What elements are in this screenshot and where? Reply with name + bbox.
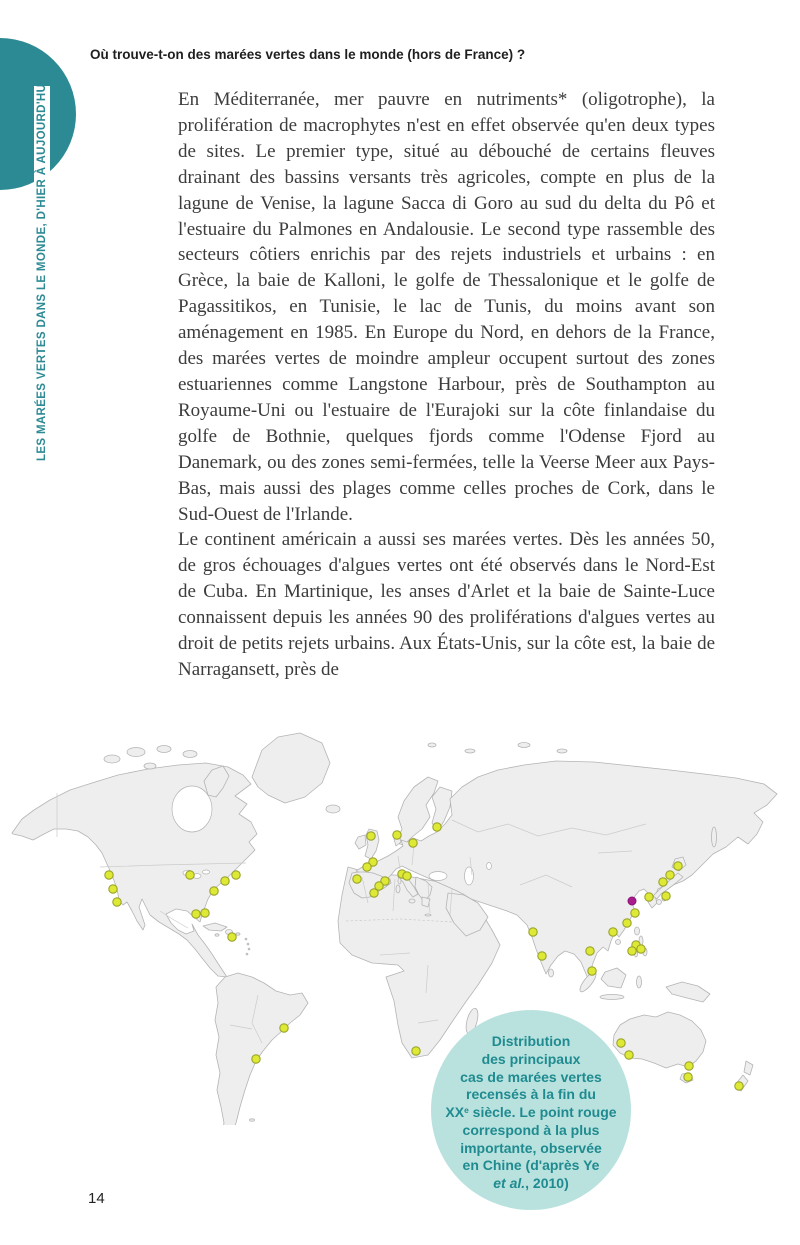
caption-line: correspond à la plus bbox=[462, 1121, 600, 1138]
island-sakhalin bbox=[712, 827, 717, 847]
paragraph-amerique: Le continent américain a aussi ses marées vertes. Dès les années 50, de gros échouages d'algues vertes ont été observés dans le Nord-Est de Cuba. En Martinique, les anses d'Arlet et la baie de Sainte-Luce connaissent depuis les années 90 des proliférations d'algues vertes au droit de petits rejets urbains. Aux États-Unis, sur la côte est, la baie de Narragansett, près de bbox=[178, 529, 715, 680]
map-dot bbox=[637, 945, 645, 953]
map-dot bbox=[631, 909, 639, 917]
map-dot bbox=[113, 898, 121, 906]
island-borneo bbox=[601, 968, 626, 988]
map-dot bbox=[586, 947, 594, 955]
caption-line: XXe siècle. Le point rouge bbox=[445, 1104, 617, 1121]
caption-line: cas de marées vertes bbox=[460, 1068, 602, 1085]
map-dot bbox=[280, 1024, 288, 1032]
water-black-sea bbox=[429, 872, 447, 881]
map-dot bbox=[625, 1051, 633, 1059]
island-ireland bbox=[355, 835, 366, 849]
section-question-heading: Où trouve-t-on des marées vertes dans le monde (hors de France) ? bbox=[90, 47, 526, 62]
map-dot bbox=[529, 928, 537, 936]
island-java bbox=[600, 995, 624, 1000]
island-antilles bbox=[246, 953, 248, 955]
arctic-island bbox=[157, 746, 171, 753]
arctic-island bbox=[144, 763, 156, 769]
island-falkland bbox=[250, 1119, 255, 1121]
map-dot bbox=[105, 871, 113, 879]
water-caspian-sea bbox=[465, 867, 474, 885]
map-dot bbox=[659, 878, 667, 886]
island-jamaica bbox=[215, 934, 219, 936]
map-dot bbox=[735, 1082, 743, 1090]
map-dot bbox=[210, 887, 218, 895]
island-sri-lanka bbox=[549, 969, 554, 977]
map-dot bbox=[252, 1055, 260, 1063]
map-dot bbox=[201, 909, 209, 917]
map-dot bbox=[186, 871, 194, 879]
map-dot bbox=[228, 933, 236, 941]
caption-line: en Chine (d'après Ye bbox=[462, 1157, 600, 1174]
map-dot bbox=[538, 952, 546, 960]
caption-line: et al., 2010) bbox=[493, 1175, 569, 1192]
island-cuba bbox=[203, 923, 227, 931]
body-text bbox=[178, 87, 715, 683]
chapter-sidebar-label: LES MARÉES VERTES DANS LE MONDE, D'HIER À AUJOURD'HUI bbox=[36, 80, 48, 462]
map-dot bbox=[617, 1039, 625, 1047]
water-aral-sea bbox=[487, 863, 492, 870]
arctic-island bbox=[465, 749, 475, 753]
island-hainan bbox=[616, 940, 621, 945]
page-number: 14 bbox=[88, 1190, 105, 1207]
map-dot bbox=[685, 1062, 693, 1070]
map-dot bbox=[674, 862, 682, 870]
land-greenland bbox=[252, 733, 330, 803]
map-landmasses bbox=[12, 733, 777, 1125]
island-antilles bbox=[247, 943, 249, 945]
map-dot bbox=[588, 967, 596, 975]
island-corsica bbox=[398, 878, 401, 884]
island-iceland bbox=[326, 805, 340, 813]
map-dot bbox=[232, 871, 240, 879]
island-sulawesi bbox=[637, 976, 642, 988]
land-south-america bbox=[215, 973, 308, 1125]
map-dot bbox=[412, 1047, 420, 1055]
island-sicily bbox=[409, 899, 415, 903]
map-dot bbox=[363, 863, 371, 871]
map-dot bbox=[367, 832, 375, 840]
map-dot bbox=[221, 877, 229, 885]
map-dot bbox=[192, 910, 200, 918]
water-great-lakes bbox=[203, 870, 210, 874]
land-north-america bbox=[12, 763, 257, 977]
map-dot bbox=[393, 831, 401, 839]
map-dot bbox=[609, 928, 617, 936]
island-antilles bbox=[245, 938, 247, 940]
caption-line: importante, observée bbox=[460, 1139, 602, 1156]
map-dot bbox=[403, 872, 411, 880]
arctic-island bbox=[557, 749, 567, 753]
arctic-island bbox=[127, 748, 145, 757]
paragraph-mediterranee: En Méditerranée, mer pauvre en nutriments* (oligotrophe), la prolifération de macrophytes n'est en effet observée qu'en deux types de sites. Le premier type, situé au débouché de certains fleuves drainant des bassins versants très agricoles, compte en plus de la lagune de Venise, la lagune Sacca di Goro au sud du delta du Pô et l'estuaire du Palmones en Andalousie. Le second type rassemble des secteurs côtiers enrichis par des rejets industriels et urbains : en Grèce, la baie de Kalloni, le golfe de Thessalonique et le golfe de Pagassitikos, en Tunisie, le lac de Tunis, du moins avant son aménagement en 1985. En Europe du Nord, en dehors de la France, des marées vertes de moindre ampleur occupent surtout des zones estuariennes comme Langstone Harbour, près de Southampton au Royaume-Uni ou l'estuaire de l'Eurajoki sur la côte finlandaise du golfe de Bothnie, quelques fjords comme l'Odense Fjord au Danemark, ou des zones semi-fermées, telle la Veerse Meer aux Pays-Bas, mais aussi des plages comme celles proches de Cork, dans le Sud-Ouest de l'Irlande. bbox=[178, 89, 715, 525]
arctic-island bbox=[518, 743, 530, 748]
map-dot bbox=[662, 892, 670, 900]
island-puerto-rico bbox=[236, 933, 240, 935]
map-caption bbox=[431, 1010, 631, 1210]
map-dot bbox=[433, 823, 441, 831]
map-dot bbox=[666, 871, 674, 879]
island-crete bbox=[425, 914, 431, 916]
island-nz-north bbox=[744, 1061, 753, 1075]
map-dot bbox=[409, 839, 417, 847]
caption-line: des principaux bbox=[481, 1050, 581, 1067]
island-sardinia bbox=[396, 885, 400, 893]
water-hudson-bay bbox=[172, 786, 212, 832]
map-dot bbox=[370, 889, 378, 897]
island-new-guinea bbox=[666, 982, 710, 1002]
map-dot-red bbox=[628, 897, 636, 905]
island-taiwan bbox=[635, 927, 640, 935]
world-map bbox=[0, 725, 800, 1125]
arctic-island bbox=[104, 755, 120, 763]
caption-line: Distribution bbox=[491, 1032, 571, 1049]
arctic-island bbox=[183, 751, 197, 758]
island-kyushu bbox=[657, 900, 662, 905]
land-australia bbox=[613, 1012, 706, 1068]
island-antilles bbox=[248, 948, 250, 950]
caption-line: recensés à la fin du bbox=[466, 1086, 596, 1103]
map-dot bbox=[628, 947, 636, 955]
map-dot bbox=[109, 885, 117, 893]
map-dot bbox=[645, 893, 653, 901]
map-dot bbox=[623, 919, 631, 927]
map-dot bbox=[353, 875, 361, 883]
arctic-island bbox=[428, 743, 436, 747]
map-dot bbox=[684, 1073, 692, 1081]
